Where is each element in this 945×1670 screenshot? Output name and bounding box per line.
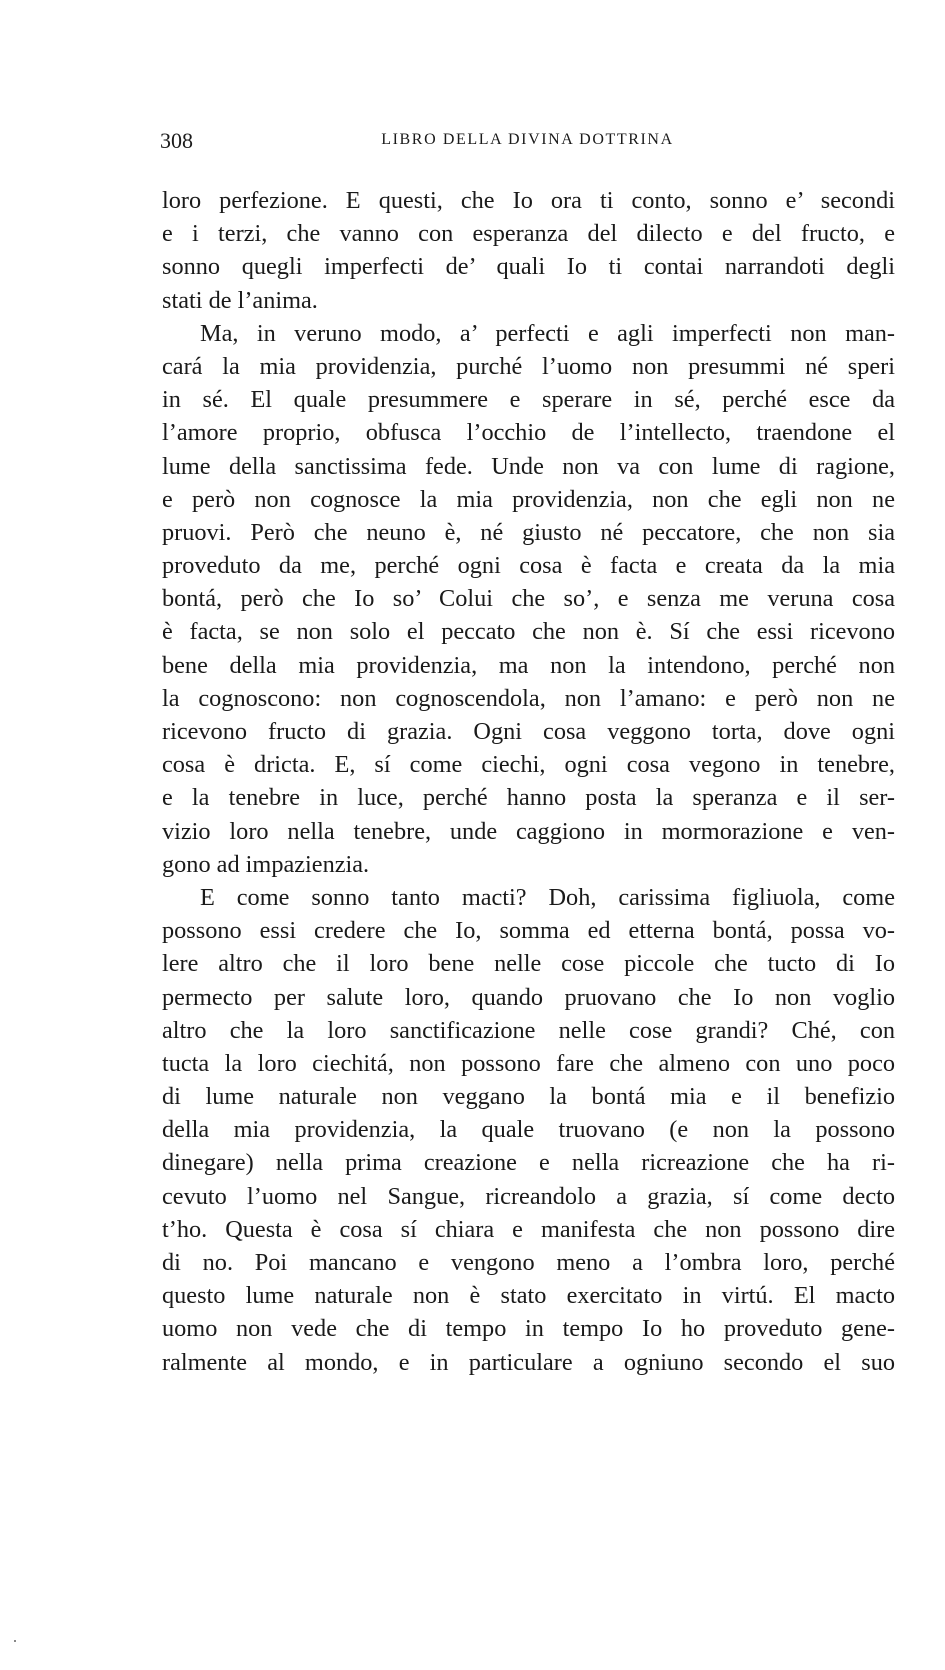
text-line: loro perfezione. E questi, che Io ora ti conto, sonno e’ secondi [162, 187, 895, 214]
text-line: della mia providenzia, la quale truovano (e non la possono [162, 1116, 895, 1144]
text-line: altro che la loro sanctificazione nelle cose grandi? Ché, con [162, 1016, 895, 1044]
text-line: permecto per salute loro, quando pruovano che Io non voglio [162, 983, 895, 1011]
text-line: lere altro che il loro bene nelle cose piccole che tucto di Io [162, 950, 895, 978]
text-line: è facta, se non solo el peccato che non è. Sí che essi ricevono [162, 618, 895, 646]
text-line: E come sonno tanto macti? Doh, carissima figliuola, come [200, 883, 895, 911]
text-line: ricevono fructo di grazia. Ogni cosa veggono torta, dove ogni [162, 718, 895, 745]
text-line: questo lume naturale non è stato exercitato in virtú. El macto [162, 1282, 895, 1310]
page-number: 308 [160, 128, 193, 153]
text-line: vizio loro nella tenebre, unde caggiono in mormorazione e ven- [162, 817, 895, 845]
text-line: bene della mia providenzia, ma non la intendono, perché non [162, 651, 895, 679]
text-line: di no. Poi mancano e vengono meno a l’ombra loro, perché [162, 1249, 895, 1276]
text-line: la cognoscono: non cognoscendola, non l’amano: e però non ne [162, 684, 895, 712]
text-line: l’amore proprio, obfusca l’occhio de l’intellecto, traendone el [162, 419, 895, 447]
text-line: in sé. El quale presummere e sperare in sé, perché esce da [162, 386, 895, 414]
text-line: uomo non vede che di tempo in tempo Io ho proveduto gene- [162, 1315, 895, 1343]
text-line: tucta la loro ciechitá, non possono fare che almeno con uno poco [162, 1049, 895, 1077]
text-line: cará la mia providenzia, purché l’uomo non presummi né speri [162, 352, 895, 380]
text-line: di lume naturale non veggano la bontá mia e il benefizio [162, 1083, 895, 1111]
text-line: lume della sanctissima fede. Unde non va con lume di ragione, [162, 452, 895, 480]
text-line: gono ad impazienzia. [162, 850, 370, 878]
text-line: proveduto da me, perché ogni cosa è facta e creata da la mia [162, 552, 895, 580]
text-line: pruovi. Però che neuno è, né giusto né peccatore, che non sia [162, 518, 895, 546]
text-line: dinegare) nella prima creazione e nella ricreazione che ha ri- [162, 1149, 895, 1177]
text-line: sonno quegli imperfecti de’ quali Io ti contai narrandoti degli [162, 253, 895, 281]
page-header [160, 128, 895, 158]
text-line: bontá, però che Io so’ Colui che so’, e senza me veruna cosa [162, 585, 895, 613]
body-text [162, 184, 895, 1379]
text-line: e la tenebre in luce, perché hanno posta la speranza e il ser- [162, 784, 895, 812]
running-title: LIBRO DELLA DIVINA DOTTRINA [381, 131, 674, 148]
text-line: cevuto l’uomo nel Sangue, ricreandolo a grazia, sí come decto [162, 1182, 895, 1210]
text-line: e i terzi, che vanno con esperanza del dilecto e del fructo, e [162, 220, 895, 248]
text-line: t’ho. Questa è cosa sí chiara e manifesta che non possono dire [162, 1215, 895, 1243]
scan-speck [14, 1640, 16, 1642]
text-line: stati de l’anima. [162, 286, 318, 314]
text-line: Ma, in veruno modo, a’ perfecti e agli imperfecti non man- [200, 319, 895, 347]
text-line: cosa è dricta. E, sí come ciechi, ogni cosa vegono in tenebre, [162, 751, 895, 779]
text-line: ralmente al mondo, e in particulare a ogniuno secondo el suo [162, 1348, 895, 1376]
text-line: possono essi credere che Io, somma ed etterna bontá, possa vo- [162, 917, 895, 945]
text-line: e però non cognosce la mia providenzia, non che egli non ne [162, 485, 895, 513]
